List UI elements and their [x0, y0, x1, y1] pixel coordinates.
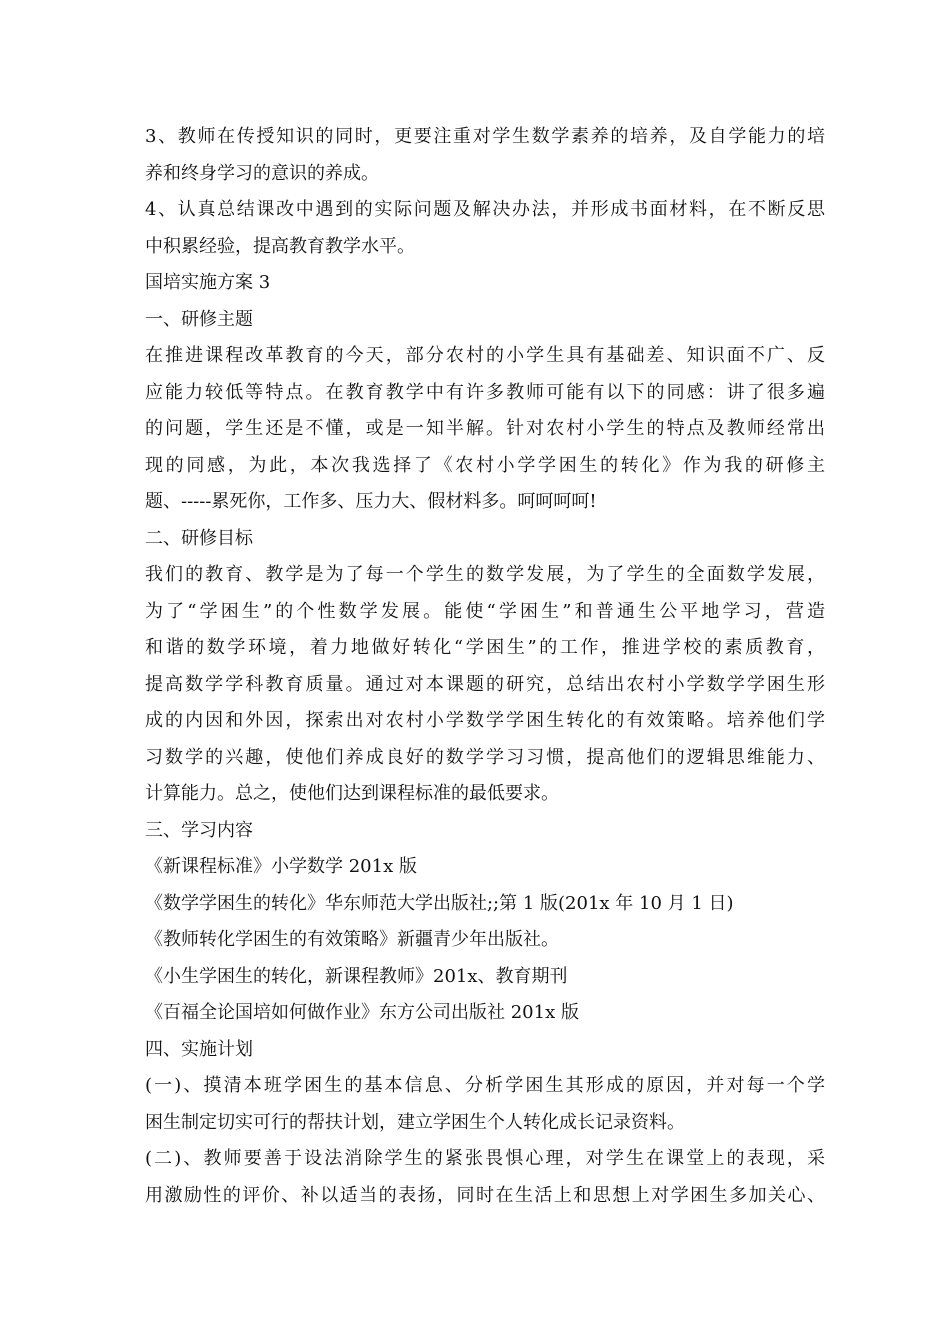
paragraph-line: 养和终身学习的意识的养成。 — [145, 162, 379, 184]
paragraph-line: 困生制定切实可行的帮扶计划，建立学困生个人转化成长记录资料。 — [145, 1111, 685, 1133]
paragraph-line: 用激励性的评价、补以适当的表扬，同时在生活上和思想上对学困生多加关心、 — [145, 1184, 825, 1206]
paragraph-line: (一)、摸清本班学困生的基本信息、分析学困生其形成的原因，并对每一个学 — [145, 1075, 825, 1096]
paragraph-line: 我们的教育、教学是为了每一个学生的数学发展，为了学生的全面数学发展， — [145, 564, 825, 585]
paragraph-line: 提高数学学科教育质量。通过对本课题的研究，总结出农村小学数学学困生形 — [145, 673, 825, 695]
reference-item: 《小生学困生的转化，新课程教师》201x、教育期刊 — [145, 965, 568, 987]
paragraph-line: 为了“学困生”的个性数学发展。能使“学困生”和普通生公平地学习，营造 — [145, 600, 825, 622]
paragraph-line: 现的同感，为此，本次我选择了《农村小学学困生的转化》作为我的研修主 — [145, 454, 825, 476]
paragraph-line: 的问题，学生还是不懂，或是一知半解。针对农村小学生的特点及教师经常出 — [145, 418, 825, 439]
reference-item: 《数学学困生的转化》华东师范大学出版社;;第 1 版(201x 年 10 月 1 日) — [145, 892, 734, 914]
section-title: 国培实施方案 3 — [145, 272, 271, 293]
paragraph-line: 应能力较低等特点。在教育教学中有许多教师可能有以下的同感：讲了很多遍 — [145, 381, 825, 403]
paragraph-line: 中积累经验，提高教育教学水平。 — [145, 235, 415, 257]
reference-item: 《教师转化学困生的有效策略》新疆青少年出版社。 — [145, 929, 559, 950]
paragraph-line: 习数学的兴趣，使他们养成良好的数学学习习惯，提高他们的逻辑思维能力、 — [145, 746, 825, 768]
heading-research-theme: 一、研修主题 — [145, 308, 253, 330]
heading-study-content: 三、学习内容 — [145, 819, 253, 841]
paragraph-line: 在推进课程改革教育的今天，部分农村的小学生具有基础差、知识面不广、反 — [145, 345, 825, 366]
paragraph-line: 和谐的数学环境，着力地做好转化“学困生”的工作，推进学校的素质教育， — [145, 637, 825, 658]
paragraph-line: 计算能力。总之，使他们达到课程标准的最低要求。 — [145, 783, 559, 804]
paragraph-line: 4、认真总结课改中遇到的实际问题及解决办法，并形成书面材料，在不断反思 — [145, 199, 825, 220]
paragraph-line: 题、-----累死你，工作多、压力大、假材料多。呵呵呵呵! — [145, 491, 597, 512]
paragraph-line: 成的内因和外因，探索出对农村小学数学学困生转化的有效策略。培养他们学 — [145, 710, 825, 731]
document-body — [145, 119, 825, 1214]
reference-item: 《百福全论国培如何做作业》东方公司出版社 201x 版 — [145, 1002, 579, 1023]
paragraph-line: (二)、教师要善于设法消除学生的紧张畏惧心理，对学生在课堂上的表现，采 — [145, 1148, 825, 1169]
heading-research-goals: 二、研修目标 — [145, 527, 253, 549]
heading-implementation-plan: 四、实施计划 — [145, 1038, 253, 1060]
paragraph-line: 3、教师在传授知识的同时，更要注重对学生数学素养的培养，及自学能力的培 — [145, 126, 825, 147]
reference-item: 《新课程标准》小学数学 201x 版 — [145, 856, 417, 877]
